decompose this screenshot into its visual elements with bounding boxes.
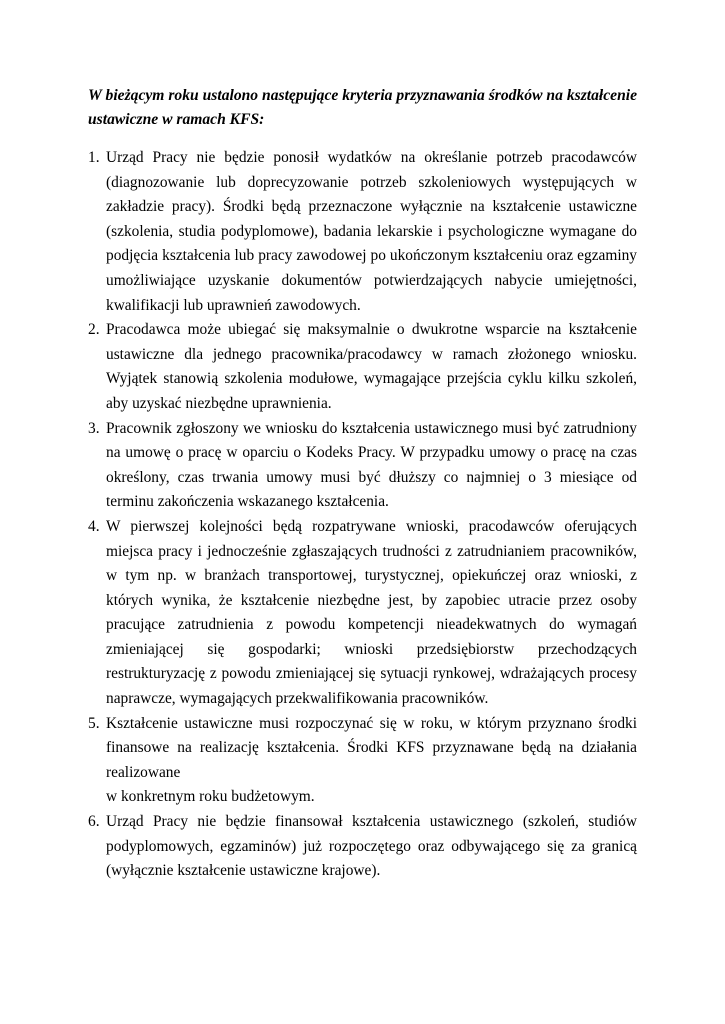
- list-item-text: Urząd Pracy nie będzie finansował kształcenia ustawicznego (szkoleń, studiów podyplomowych, egzaminów) już rozpoczętego oraz odbywającego się za granicą (wyłącznie kształcenie ustawiczne krajowe).: [106, 813, 637, 880]
- list-item-number: 2.: [88, 321, 100, 339]
- list-item-number: 4.: [88, 517, 100, 535]
- list-item: [88, 146, 637, 318]
- list-item-text: Pracownik zgłoszony we wniosku do kształcenia ustawicznego musi być zatrudniony na umowę o pracę w oparciu o Kodeks Pracy. W przypadku umowy o pracę na czas określony, czas trwania umowy musi być dłuższy co najmniej o 3 miesiące od terminu zakończenia wskazanego kształcenia.: [106, 419, 637, 511]
- list-item-text-continued: w konkretnym roku budżetowym.: [106, 788, 315, 806]
- list-item-text: W pierwszej kolejności będą rozpatrywane wnioski, pracodawców oferujących miejsca pracy i jednocześnie zgłaszających trudności z zatrudnianiem pracowników, w tym np. w branżach transportowej, turystycznej, opiekuńczej oraz wnioski, z których wynika, że kształcenie niezbędne jest, by zapobiec utracie przez osoby pracujące zatrudnienia z powodu kompetencji nieadekwatnych do wymagań zmieniającej się gospodarki; wnioski przedsiębiorstw przechodzących restrukturyzację z powodu zmieniającej się sytuacji rynkowej, wdrażających procesy naprawcze, wymagających przekwalifikowania pracowników.: [106, 517, 637, 708]
- list-item-number: 3.: [88, 419, 100, 437]
- list-item-text: Urząd Pracy nie będzie ponosił wydatków na określanie potrzeb pracodawców (diagnozowanie lub doprecyzowanie potrzeb szkoleniowych występujących w zakładzie pracy). Środki będą przeznaczone wyłącznie na kształcenie ustawiczne (szkolenia, studia podyplomowe), badania lekarskie i psychologiczne wymagane do podjęcia kształcenia lub pracy zawodowej po ukończonym kształceniu oraz egzaminy umożliwiające uzyskanie dokumentów potwierdzających nabycie umiejętności, kwalifikacji lub uprawnień zawodowych.: [106, 149, 637, 314]
- list-item-text: Kształcenie ustawiczne musi rozpoczynać się w roku, w którym przyznano środki finansowe na realizację kształcenia. Środki KFS przyznawane będą na działania realizowane: [106, 714, 637, 781]
- list-item: [88, 712, 637, 810]
- list-item-number: 6.: [88, 813, 100, 831]
- list-item: [88, 810, 637, 884]
- list-item: [88, 417, 637, 515]
- list-item-text: Pracodawca może ubiegać się maksymalnie o dwukrotne wsparcie na kształcenie ustawiczne dla jednego pracownika/pracodawcy w ramach złożonego wniosku. Wyjątek stanowią szkolenia modułowe, wymagające przejścia cyklu kilku szkoleń, aby uzyskać niezbędne uprawnienia.: [106, 321, 637, 412]
- list-item-number: 1.: [88, 149, 100, 166]
- list-item: [88, 318, 637, 416]
- list-item: [88, 515, 637, 712]
- criteria-list: [88, 146, 637, 884]
- list-item-number: 5.: [88, 714, 100, 732]
- document-heading: W bieżącym roku ustalono następujące kryteria przyznawania środków na kształcenie ustawiczne w ramach KFS:: [88, 87, 637, 128]
